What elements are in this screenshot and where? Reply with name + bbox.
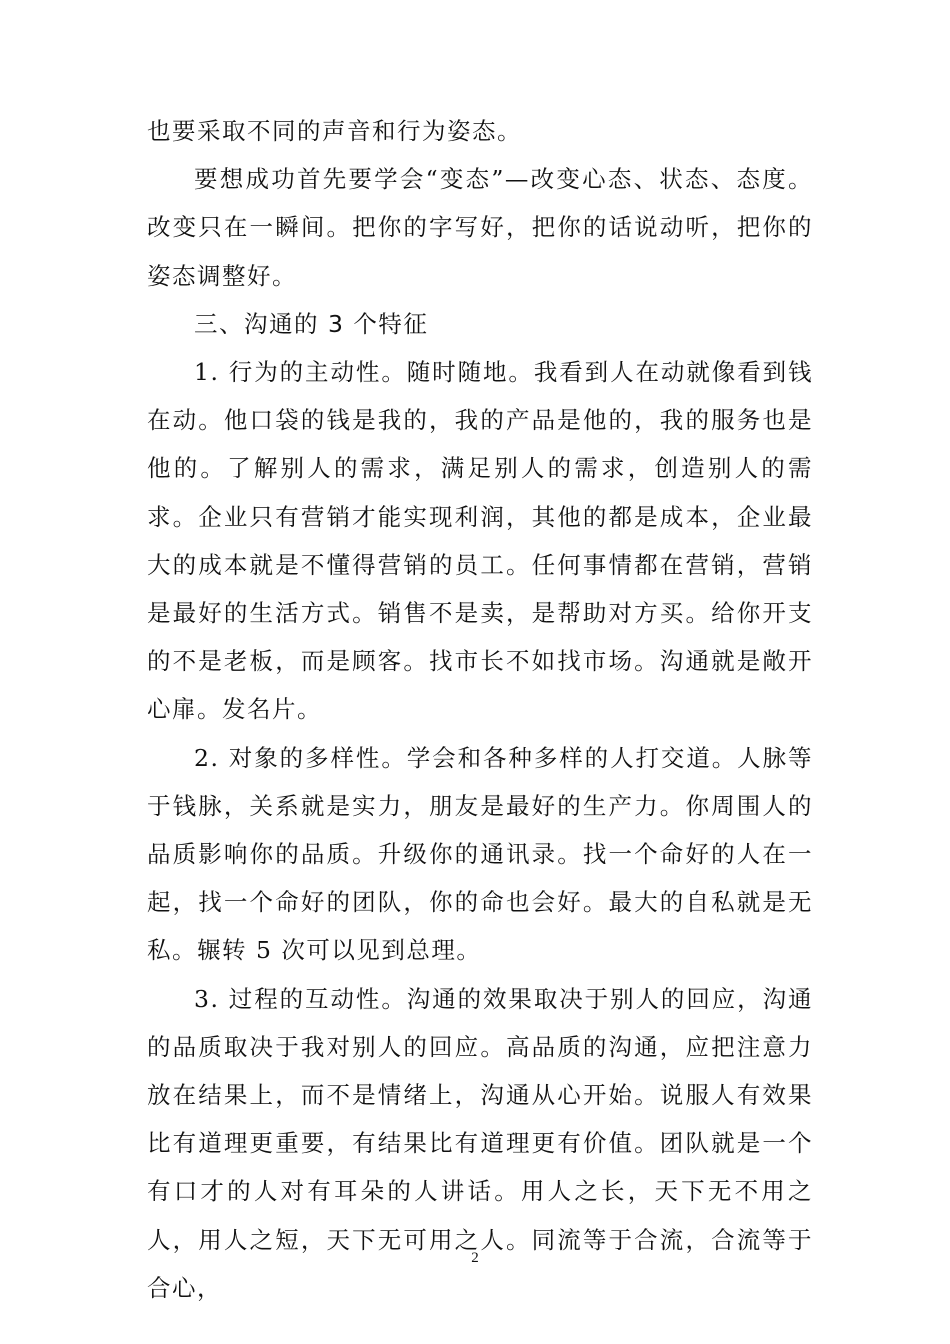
paragraph-change-attitude: 要想成功首先要学会“变态”—改变心态、状态、态度。改变只在一瞬间。把你的字写好，把你的话说动听，把你的姿态调整好。	[147, 165, 813, 290]
section-heading: 三、沟通的 3 个特征	[194, 309, 429, 338]
paragraph-feature-1: 1. 行为的主动性。随时随地。我看到人在动就像看到钱在动。他口袋的钱是我的，我的产品是他的，我的服务也是他的。了解别人的需求，满足别人的需求，创造别人的需求。企业只有营销才能实现利润，其他的都是成本，企业最大的成本就是不懂得营销的员工。任何事情都在营销，营销是最好的生活方式。销售不是卖，是帮助对方买。给你开支的不是老板，而是顾客。找市长不如找市场。沟通就是敞开心扉。发名片。	[147, 358, 814, 724]
paragraph-feature-2: 2. 对象的多样性。学会和各种多样的人打交道。人脉等于钱脉，关系就是实力，朋友是最好的生产力。你周围人的品质影响你的品质。升级你的通讯录。找一个命好的人在一起，找一个命好的团队，你的命也会好。最大的自私就是无私。辗转 5 次可以见到总理。	[147, 743, 814, 965]
paragraph-feature-3: 3. 过程的互动性。沟通的效果取决于别人的回应，沟通的品质取决于我对别人的回应。高品质的沟通，应把注意力放在结果上，而不是情绪上，沟通从心开始。说服人有效果比有道理更重要，有结果比有道理更有价值。团队就是一个有口才的人对有耳朵的人讲话。用人之长，天下无不用之人，用人之短，天下无可用之人。同流等于合流，合流等于合心，	[147, 984, 814, 1302]
paragraph-continuation: 也要采取不同的声音和行为姿态。	[147, 117, 522, 145]
document-body	[147, 107, 813, 1312]
page-number: 2	[471, 1250, 479, 1266]
